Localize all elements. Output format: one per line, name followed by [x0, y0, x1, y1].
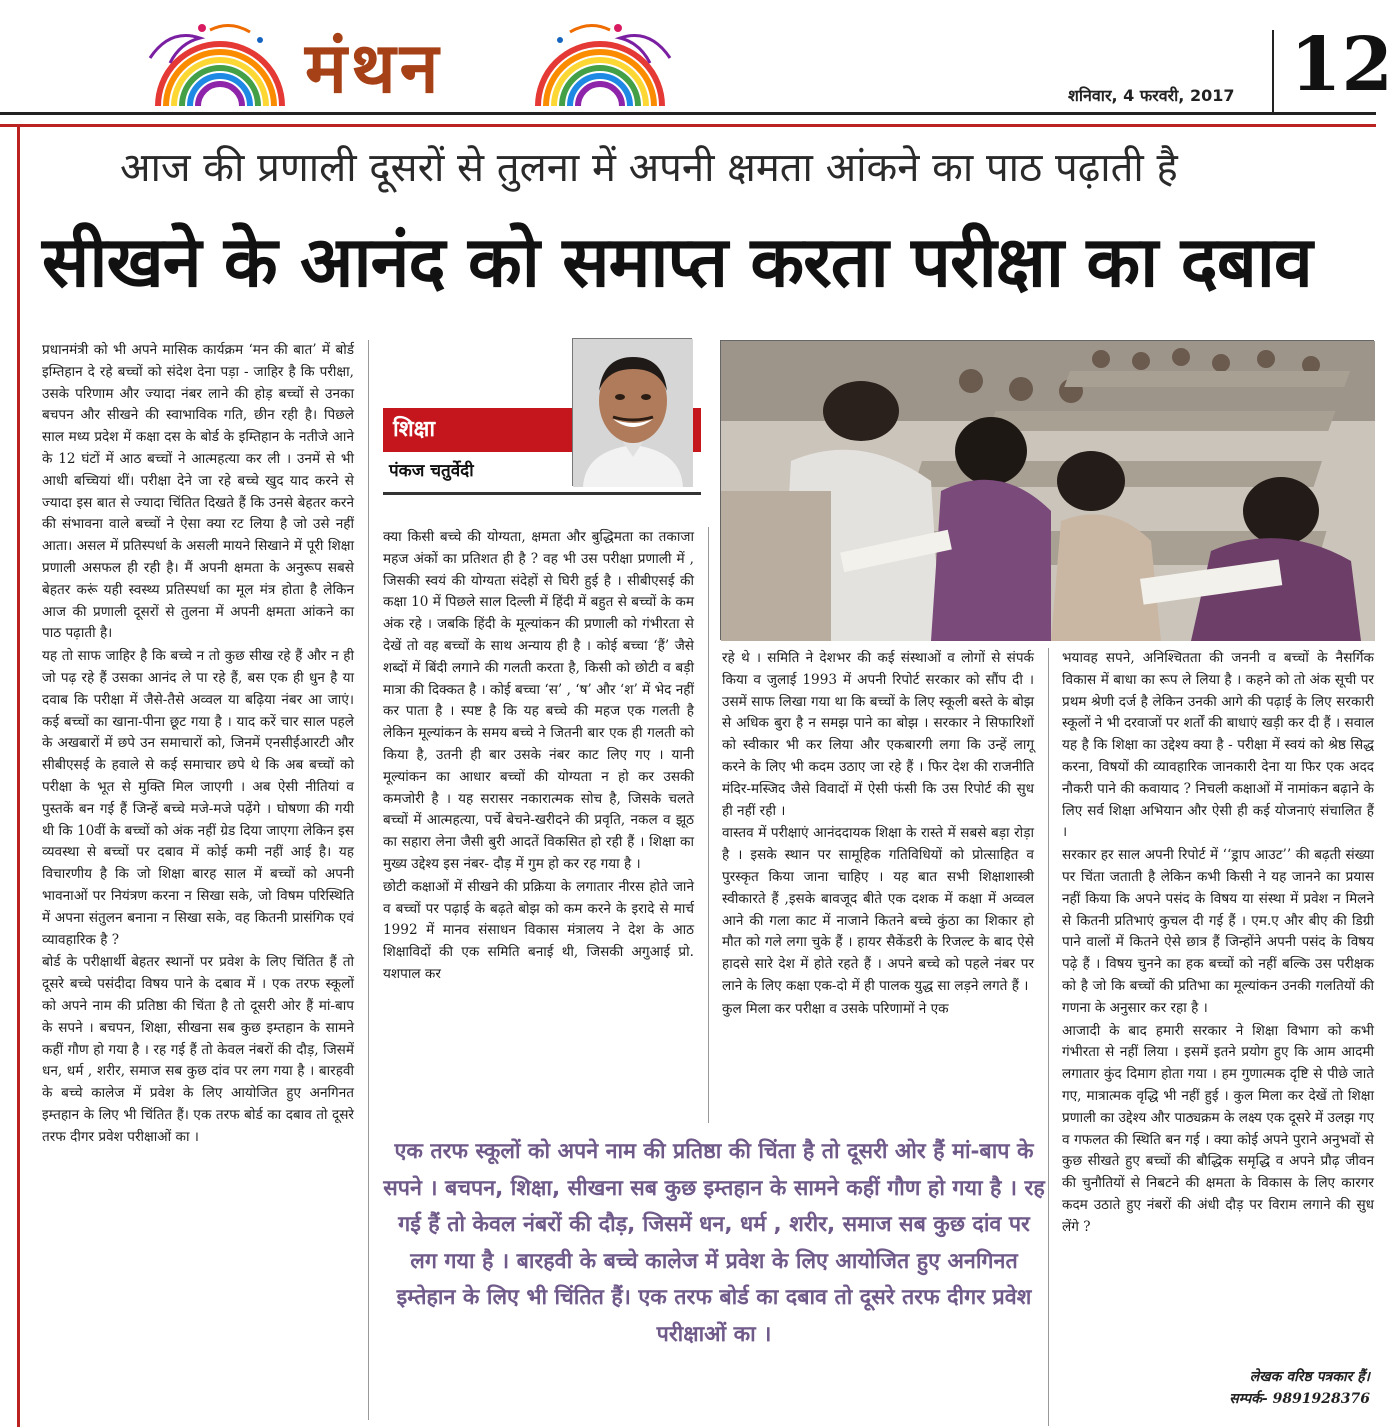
column-divider [368, 340, 369, 1420]
paragraph: क्या किसी बच्चे की योग्यता, क्षमता और बुद्धिमता का तकाजा महज अंकों का प्रतिशत ही है ? वह भी उस परीक्षा प्रणाली में , जिसकी स्वयं की योग्यता संदेहों से घिरी हुई है । सीबीएसई की कक्षा 10 में पिछले साल दिल्ली में हिंदी में बहुत से बच्चों के कम अंक रहे । जबकि हिंदी के मूल्यांकन की प्रणाली को गंभीरता से देखें तो वह बच्चों के साथ अन्याय ही है । कोई बच्चा ‘हैं’ जैसे शब्दों में बिंदी लगाने की गलती करता है, किसी को छोटी व बड़ी मात्रा की दिक्कत है । कोई बच्चा ‘स’ , ‘ष’ और ‘श’ में भेद नहीं कर पाता है । स्पष्ट है कि यह बच्चे की महज एक गलती है लेकिन मूल्यांकन के समय बच्चे ने जितनी बार एक ही गलती को किया है, उतनी ही बार उसके नंबर काट लिए गए । यानी मूल्यांकन का आधार बच्चों की योग्यता न हो कर उसकी कमजोरी है । यह सरासर नकारात्मक सोच है, जिसके चलते बच्चों में आत्महत्या, पर्चे बेचने-खरीदने की प्रवृति, नकल व झूठ का सहारा लेना जैसी बुरी आदतें विकसित हो रही हैं । शिक्षा का मुख्य उद्देश्य इस नंबर- दौड़ में गुम हो कर रह गया है । [383, 529, 694, 872]
author-name: पंकज चतुर्वेदी [389, 461, 474, 481]
paragraph: रहे थे । समिति ने देशभर की कई संस्थाओं व लोगों से संपर्क किया व जुलाई 1993 में अपनी रिपोर्ट सरकार को सौंप दी । उसमें साफ लिखा गया था कि बच्चों के लिए स्कूली बस्ते के बोझ से अधिक बुरा है न समझ पाने का बोझ । सरकार ने सिफारिशों को स्वीकार भी कर लिया और एकबारगी लगा कि उन्हें लागू करने के लिए भी कदम उठाए जा रहे हैं । फिर देश की राजनीति मंदिर-मस्जिद जैसे विवादों में ऐसी फंसी कि उस रिपोर्ट की सुध ही नहीं रही । [722, 650, 1034, 819]
rainbow-swirl-right-icon [520, 18, 680, 113]
divider [383, 492, 701, 495]
section-label: शिक्षा [393, 417, 436, 442]
byline-note: लेखक वरिष्ठ पत्रकार हैं। [1249, 1369, 1370, 1385]
masthead [0, 0, 1393, 118]
column-divider [1048, 648, 1049, 1426]
person-portrait-icon [573, 339, 693, 487]
paragraph: छोटी कक्षाओं में सीखने की प्रक्रिया के लगातार नीरस होते जाने व बच्चों पर पढ़ाई के बढ़ते बोझ को कम करने के इरादे से मार्च 1992 में मानव संसाधन विकास मंत्रालय ने देश के आठ शिक्षाविदों की एक समिति बनाई थी, जिसकी अगुआई प्रो. यशपाल कर [383, 878, 694, 982]
paragraph: यह तो साफ जाहिर है कि बच्चे न तो कुछ सीख रहे हैं और न ही जो पढ़ रहे हैं उसका आनंद ले पा रहे हैं, बस एक ही धुन है या दवाब कि परीक्षा में जैसे-तैसे अव्वल या बढ़िया नंबर आ जाएं। कई बच्चों का खाना-पीना छूट गया है । याद करें चार साल पहले के अखबारों में छपे उन समाचारों को, जिनमें एनसीईआरटी और सीबीएसई के हवाले से कई समाचार छपे थे कि अब बच्चों को परीक्षा के भूत से मुक्ति मिल जाएगी । अब ऐसी नीतियां व पुस्तकें बन गई हैं जिन्हें बच्चे मजे-मजे पढ़ेंगे । घोषणा की गयी थी कि 10वीं के बच्चों को अंक नहीं ग्रेड दिया जाएगा लेकिन इस व्यवस्था से बच्चों पर दबाव में कोई कमी नहीं आई है। यह विचारणीय है कि जो शिक्षा बारह साल में बच्चों को अपनी भावनाओं पर नियंत्रण करना न सिखा सके, जो विषम परिस्थिति में अपना संतुलन बनाना न सिखा सके, वह कितनी प्रासंगिक एवं व्यावहारिक है ? [42, 648, 354, 948]
date-line: शनिवार, 4 फरवरी, 2017 [1068, 86, 1235, 105]
article-headline: सीखने के आनंद को समाप्त करता परीक्षा का दबाव [42, 221, 1312, 303]
article-column-1 [42, 340, 354, 1420]
paragraph: सरकार हर साल अपनी रिपोर्ट में ‘‘ड्राप आउट’’ की बढ़ती संख्या पर चिंता जताती है लेकिन कभी किसी ने यह जानने का प्रयास नहीं किया कि अपने पसंद के विषय या संस्था में प्रवेश न मिलने से कितनी प्रतिभाएं कुचल दी गई हैं । एम.ए और बीए की डिग्री पाने वालों में कितने ऐसे छात्र हैं जिन्होंने अपनी पसंद के विषय पढ़े हैं । विषय चुनने का हक बच्चों को नहीं बल्कि उस परीक्षक को है जो कि बच्चों की प्रतिभा का मूल्यांकन उनकी गलतियों की गणना के अनुसार कर रहा है । [1062, 847, 1374, 1016]
logo-text: मंथन [305, 26, 443, 109]
paragraph: कुल मिला कर परीक्षा व उसके परिणामों ने एक [722, 1000, 949, 1017]
rainbow-swirl-left-icon [140, 18, 300, 113]
article-column-4 [1062, 648, 1374, 1364]
logo [140, 18, 620, 113]
page-number: 12 [1290, 22, 1393, 108]
exam-hall-students-icon [721, 341, 1375, 641]
paragraph: भयावह सपने, अनिश्चितता की जननी व बच्चों के नैसर्गिक विकास में बाधा का रूप ले लिया है । कहने को तो अंक सूची पर प्रथम श्रेणी दर्ज है लेकिन उनकी आगे की पढ़ाई के लिए सरकारी स्कूलों ने भी दरवाजों पर शर्तों की बाधाएं खड़ी कर दी हैं । सवाल यह है कि शिक्षा का उद्देश्य क्या है - परीक्षा में स्वयं को श्रेष्ठ सिद्ध करना, विषयों की व्यावहारिक जानकारी देना या फिर एक अदद नौकरी पाने की कवायाद ? निचली कक्षाओं में नामांकन बढ़ाने के लिए सर्व शिक्षा अभियान और ऐसी ही कई योजनाएं संचालित हैं । [1062, 650, 1374, 841]
paragraph: आजादी के बाद हमारी सरकार ने शिक्षा विभाग को कभी गंभीरता से नहीं लिया । इसमें इतने प्रयोग हुए कि आम आदमी लगातार कुंद दिमाग होता गया । हम गुणात्मक दृष्टि से पीछे जाते गए, मात्रात्मक वृद्धि भी नहीं हुई । कुल मिला कर देखें तो शिक्षा प्रणाली का उद्देश्य और पाठ्यक्रम के लक्ष्य एक दूसरे में उलझ गए व गफलत की स्थिति बन गई । क्या कोई अपने पुराने अनुभवों से कुछ सीखते हुए बच्चों की बौद्धिक समृद्धि व अपने प्रौढ़ जीवन की चुनौतियों से निबटने की क्षमता के विकास के लिए कारगर कदम उठाते हुए नंबरों की अंधी दौड़ पर विराम लगाने की सुध लेंगे ? [1062, 1022, 1374, 1235]
article-column-2 [383, 527, 694, 1123]
paragraph: वास्तव में परीक्षाएं आनंददायक शिक्षा के रास्ते में सबसे बड़ा रोड़ा है । इसके स्थान पर सामूहिक गतिविधियों को प्रोत्साहित व पुरस्कृत किया जाना चाहिए । यह बात सभी शिक्षाशास्त्री स्वीकारते हैं ,इसके बावजूद बीते एक दशक में कक्षा में अव्वल आने की गला काट में नाजाने कितने बच्चे कुंठा का शिकार हो मौत को गले लगा चुके हैं । हायर सैकेंडरी के रिजल्ट के बाद ऐसे हादसे सारे देश में होते रहते हैं । अपने बच्चे को पहले नंबर पर लाने के लिए कक्षा एक-दो में ही पालक युद्ध सा लड़ने लगते हैं । [722, 825, 1034, 994]
paragraph: प्रधानमंत्री को भी अपने मासिक कार्यक्रम ‘मन की बात’ में बोर्ड इम्तिहान दे रहे बच्चों को संदेश देना पड़ा - जाहिर है कि परीक्षा, उसके परिणाम और ज्यादा नंबर लाने की होड़ बच्चों से उनका बचपन और सीखने की स्वाभाविक गति, छीन रही है। पिछले साल मध्य प्रदेश में कक्षा दस के बोर्ड के इम्तिहान के नतीजे आने के 12 घंटों में आठ बच्चों ने आत्महत्या कर ली । उनमें से भी आधी बच्चियां थीं। परीक्षा देने जा रहे बच्चे खुद याद करने से ज्यादा इस बात से ज्यादा चिंतित दिखते हैं कि उनसे बेहतर करने की संभावना वाले बच्चों ने ऐसा क्या रट लिया है जो उसे नहीं आता। असल में प्रतिस्पर्धा के असली मायने सिखाने में पूरी शिक्षा प्रणाली असफल ही रही है। मैं अपनी क्षमता के अनुरूप सबसे बेहतर करूं यही स्वस्थ्य प्रतिस्पर्धा का मूल मंत्र होता है लेकिन आज की प्रणाली दूसरों से तुलना में अपनी क्षमता आंकने का पाठ पढ़ाती है। [42, 342, 354, 642]
author-photo [572, 338, 692, 486]
pull-quote: एक तरफ स्कूलों को अपने नाम की प्रतिष्ठा की चिंता है तो दूसरी ओर हैं मां-बाप के सपने । बचपन, शिक्षा, सीखना सब कुछ इम्तहान के सामने कहीं गौण हो गया है । रह गई हैं तो केवल नंबरों की दौड़, जिसमें धन, धर्म , शरीर, समाज सब कुछ दांव पर लग गया है । बारहवी के बच्चे कालेज में प्रवेश के लिए आयोजित हुए अनगिनत इम्तेहान के लिए भी चिंतित हैं। एक तरफ बोर्ड का दबाव तो दूसरे तरफ दीगर प्रवेश परीक्षाओं का । [383, 1139, 1045, 1347]
frame-border [0, 124, 20, 1427]
divider [0, 112, 1376, 115]
divider [1272, 30, 1274, 114]
author-byline [1070, 1366, 1370, 1410]
article-subheadline: आज की प्रणाली दूसरों से तुलना में अपनी क्षमता आंकने का पाठ पढ़ाती है [120, 145, 1178, 191]
contact-number: सम्पर्क- 9891928376 [1229, 1391, 1370, 1407]
paragraph: बोर्ड के परीक्षार्थी बेहतर स्थानों पर प्रवेश के लिए चिंतित हैं तो दूसरे बच्चे पसंदीदा विषय पाने के दबाव में । एक तरफ स्कूलों को अपने नाम की प्रतिष्ठा की चिंता है तो दूसरी ओर हैं मां-बाप के सपने । बचपन, शिक्षा, सीखना सब कुछ इम्तहान के सामने कहीं गौण हो गया है । रह गई हैं तो केवल नंबरों की दौड़, जिसमें धन, धर्म , शरीर, समाज सब कुछ दांव पर लग गया है । बारहवी के बच्चे कालेज में प्रवेश के लिए आयोजित हुए अनगिनत इम्तहान के लिए भी चिंतित हैं। एक तरफ बोर्ड का दबाव तो दूसरे तरफ दीगर प्रवेश परीक्षाओं का । [42, 954, 354, 1145]
article-column-3 [722, 648, 1034, 1126]
classroom-exam-photo [720, 340, 1374, 640]
column-divider [708, 527, 709, 1123]
frame-border [20, 124, 1376, 127]
